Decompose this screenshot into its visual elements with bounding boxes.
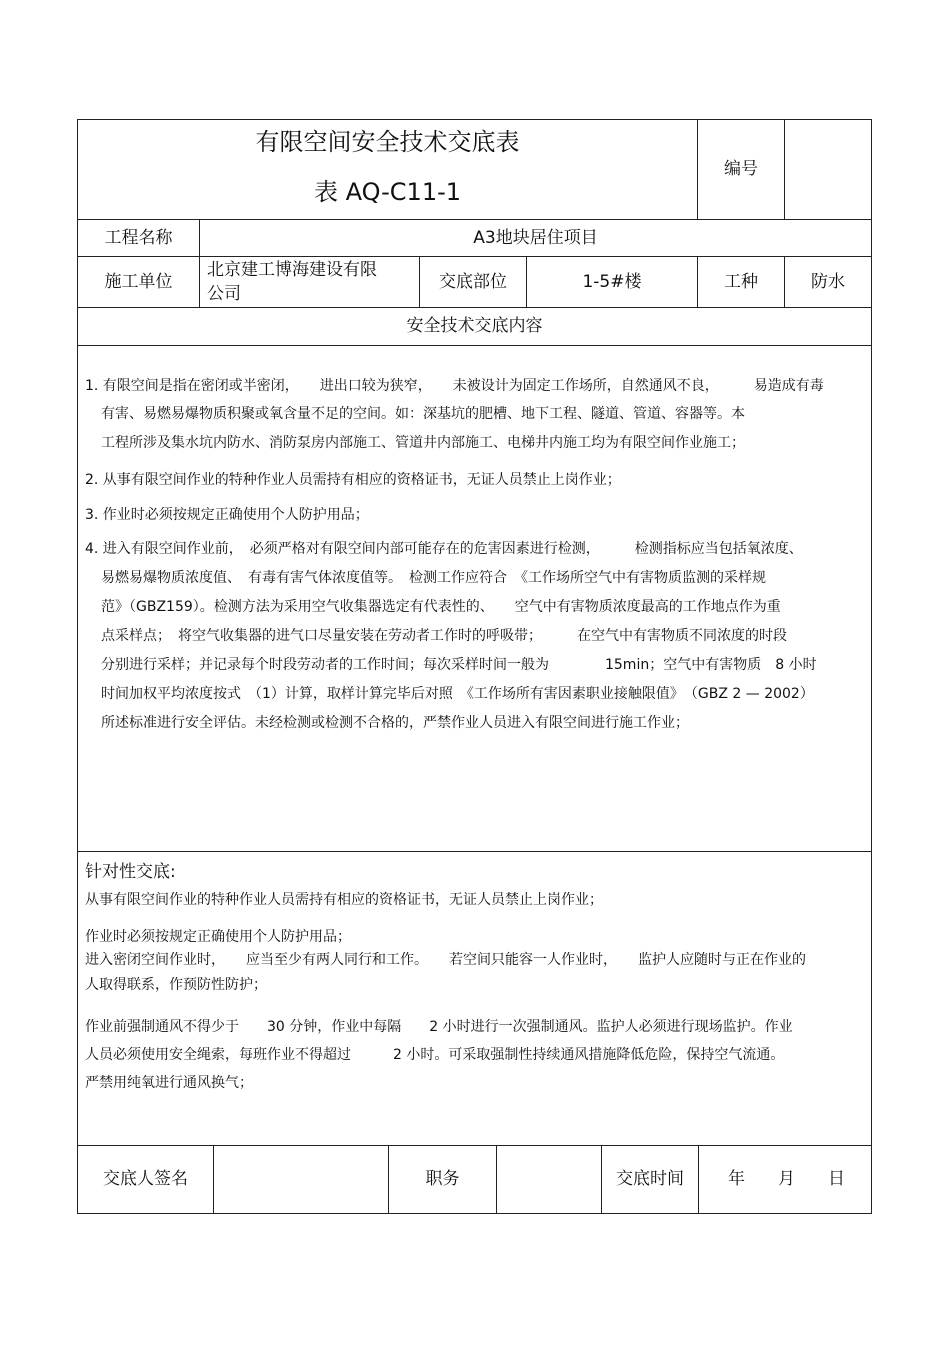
content-text: 2. 从事有限空间作业的特种作业人员需持有相应的资格证书，无证人员禁止上岗作业； <box>85 472 621 488</box>
location-label: 交底部位 <box>439 271 507 292</box>
trade-value[interactable]: 防水 <box>811 271 845 292</box>
targeted-line <box>85 1020 793 1034</box>
content-line <box>85 508 369 522</box>
signer-value[interactable] <box>214 1146 388 1213</box>
content-line <box>85 379 824 393</box>
section-title: 安全技术交底内容 <box>406 316 543 337</box>
content-line <box>101 407 745 421</box>
content-line <box>101 716 689 730</box>
content-line <box>85 473 621 487</box>
targeted-text: 人取得联系，作预防性防护； <box>85 977 267 993</box>
content-text: 有害、易燃易爆物质积聚或氧含量不足的空间。如：深基坑的肥槽、地下工程、隧道、管道、容器等。本 <box>101 406 745 422</box>
position-label: 职务 <box>425 1169 460 1190</box>
form-code: 表 AQ-C11-1 <box>313 178 462 207</box>
content-line <box>101 658 817 672</box>
construction-unit-line: 公司 <box>207 284 241 304</box>
targeted-text: 作业时必须按规定正确使用个人防护用品； <box>85 929 351 945</box>
construction-unit-value[interactable] <box>207 258 417 306</box>
date-text: 年 月 日 <box>728 1169 853 1190</box>
targeted-line <box>85 1048 784 1062</box>
content-line <box>101 436 745 450</box>
date-value[interactable] <box>699 1146 871 1213</box>
number-label: 编号 <box>724 159 758 180</box>
content-text: 易燃易爆物质浓度值、 有毒有害气体浓度值等。 检测工作应符合 《工作场所空气中有害物质监测的采样规 <box>101 570 766 586</box>
content-line <box>101 600 781 614</box>
content-text: 3. 作业时必须按规定正确使用个人防护用品； <box>85 507 369 523</box>
targeted-text: 严禁用纯氧进行通风换气； <box>85 1075 253 1091</box>
content-line <box>101 687 814 701</box>
content-line <box>101 629 787 643</box>
construction-unit-line: 北京建工博海建设有限 <box>207 260 377 280</box>
content-text: 时间加权平均浓度按式 （1）计算，取样计算完毕后对照 《工作场所有害因素职业接触限值》 （GBZ 2 — 2002） <box>101 686 814 702</box>
targeted-text: 进入密闭空间作业时， 应当至少有两人同行和工作。 若空间只能容一人作业时， 监护人应随时与正在作业的 <box>85 952 806 968</box>
location-value[interactable]: 1-5#楼 <box>582 271 642 292</box>
targeted-line <box>85 1076 253 1090</box>
targeted-text: 作业前强制通风不得少于 30 分钟，作业中每隔 2 小时进行一次强制通风。监护人必须进行现场监护。作业 <box>85 1019 793 1035</box>
time-label: 交底时间 <box>616 1169 684 1190</box>
table-border-bottom <box>77 1213 872 1214</box>
targeted-text: 从事有限空间作业的特种作业人员需持有相应的资格证书，无证人员禁止上岗作业； <box>85 892 603 908</box>
construction-unit-label: 施工单位 <box>104 271 173 292</box>
targeted-title: 针对性交底: <box>85 862 176 882</box>
content-text: 所述标准进行安全评估。未经检测或检测不合格的，严禁作业人员进入有限空间进行施工作业； <box>101 715 689 731</box>
targeted-line <box>85 893 603 907</box>
row-divider <box>77 345 872 346</box>
targeted-line <box>85 953 806 967</box>
content-text: 范》（GBZ159）。检测方法为采用空气收集器选定有代表性的、 空气中有害物质浓度最高的工作地点作为重 <box>101 599 781 615</box>
project-name-value[interactable]: A3地块居住项目 <box>473 227 598 248</box>
content-text: 1. 有限空间是指在密闭或半密闭， 进出口较为狭窄， 未被设计为固定工作场所，自然通风不良， 易造成有毒 <box>85 378 824 394</box>
signer-label: 交底人签名 <box>103 1169 188 1190</box>
content-text: 4. 进入有限空间作业前， 必须严格对有限空间内部可能存在的危害因素进行检测， 检测指标应当包括氧浓度、 <box>85 541 803 557</box>
content-line <box>101 571 766 585</box>
row-divider <box>77 851 872 852</box>
content-line <box>85 542 803 556</box>
content-text: 工程所涉及集水坑内防水、消防泵房内部施工、管道井内部施工、电梯井内施工均为有限空间作业施工； <box>101 435 745 451</box>
content-text: 分别进行采样；并记录每个时段劳动者的工作时间；每次采样时间一般为 15min；空气中有害物质 8 小时 <box>101 657 817 673</box>
targeted-line <box>85 978 267 992</box>
content-text: 点采样点； 将空气收集器的进气口尽量安装在劳动者工作时的呼吸带； 在空气中有害物质不同浓度的时段 <box>101 628 787 644</box>
form-title: 有限空间安全技术交底表 <box>255 128 520 157</box>
table-border-right <box>871 119 872 1213</box>
number-value[interactable] <box>785 120 871 219</box>
targeted-line <box>85 930 351 944</box>
project-name-label: 工程名称 <box>104 227 173 248</box>
targeted-text: 人员必须使用安全绳索，每班作业不得超过 2 小时。可采取强制性持续通风措施降低危险，保持空气流通。 <box>85 1047 785 1063</box>
trade-label: 工种 <box>724 271 758 292</box>
position-value[interactable] <box>497 1146 601 1213</box>
